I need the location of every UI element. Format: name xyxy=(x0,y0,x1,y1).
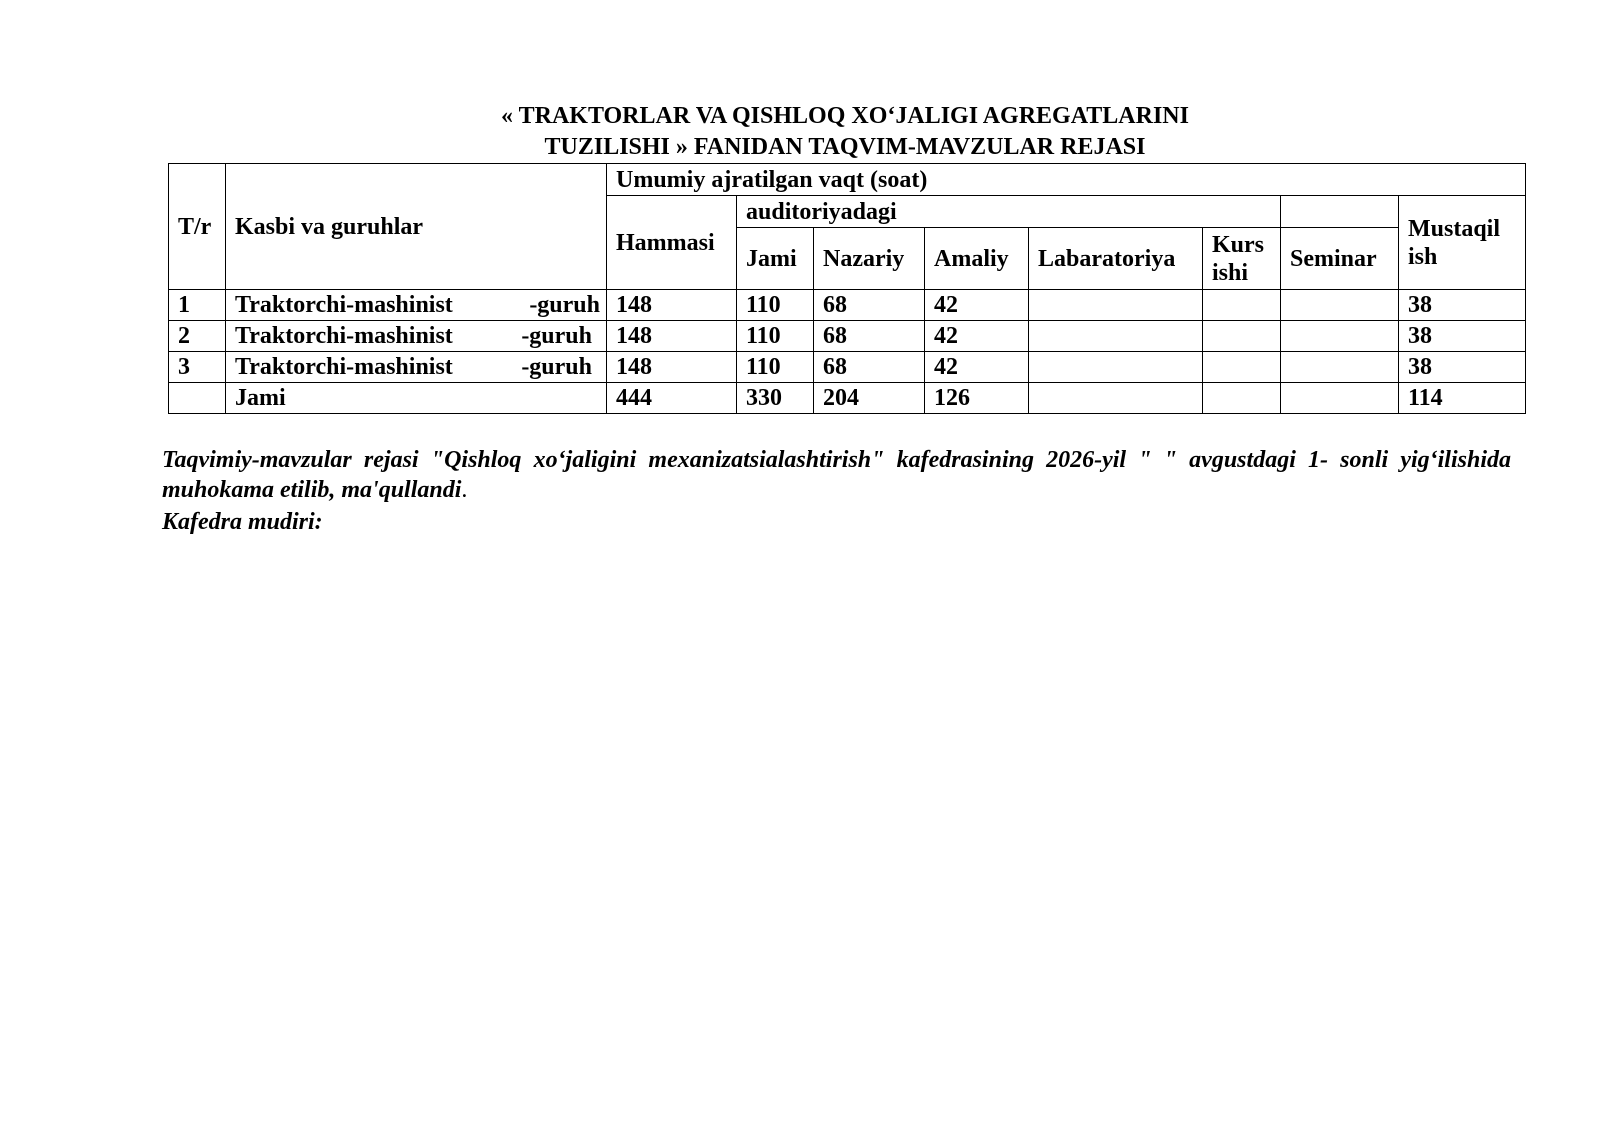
kasbi-name: Traktorchi-mashinist xyxy=(235,354,453,380)
header-kurs-ishi: Kurs ishi xyxy=(1203,228,1281,290)
header-row-1 xyxy=(169,164,1526,196)
total-labaratoriya xyxy=(1029,383,1203,414)
table-row xyxy=(169,352,1526,383)
cell-seminar xyxy=(1281,352,1399,383)
cell-tr: 1 xyxy=(169,290,226,321)
cell-nazariy: 68 xyxy=(814,352,925,383)
cell-tr-empty xyxy=(169,383,226,414)
cell-kasbi xyxy=(226,352,607,383)
header-amaliy: Amaliy xyxy=(925,228,1029,290)
table-row xyxy=(169,290,1526,321)
cell-mustaqil: 38 xyxy=(1399,321,1526,352)
kafedra-mudiri-label: Kafedra mudiri: xyxy=(162,509,323,535)
kasbi-guruh: -guruh xyxy=(521,323,592,349)
cell-nazariy: 68 xyxy=(814,321,925,352)
header-tr: T/r xyxy=(169,164,226,290)
approval-note-end: . xyxy=(461,477,468,503)
kasbi-guruh: -guruh xyxy=(529,292,600,318)
header-labaratoriya: Labaratoriya xyxy=(1029,228,1203,290)
cell-seminar xyxy=(1281,290,1399,321)
total-kurs-ishi xyxy=(1203,383,1281,414)
total-hammasi: 444 xyxy=(607,383,737,414)
cell-amaliy: 42 xyxy=(925,321,1029,352)
cell-tr: 2 xyxy=(169,321,226,352)
total-row xyxy=(169,383,1526,414)
kasbi-name: Traktorchi-mashinist xyxy=(235,323,453,349)
header-seminar: Seminar xyxy=(1281,228,1399,290)
total-amaliy: 126 xyxy=(925,383,1029,414)
header-jami: Jami xyxy=(737,228,814,290)
header-auditoriyadagi: auditoriyadagi xyxy=(737,196,1281,228)
header-empty-cell xyxy=(1281,196,1399,228)
cell-amaliy: 42 xyxy=(925,352,1029,383)
cell-kurs-ishi xyxy=(1203,290,1281,321)
cell-jami: 110 xyxy=(737,321,814,352)
header-kasbi: Kasbi va guruhlar xyxy=(226,164,607,290)
page-title xyxy=(0,101,1600,163)
header-umumiy: Umumiy ajratilgan vaqt (soat) xyxy=(607,164,1526,196)
total-jami: 330 xyxy=(737,383,814,414)
kasbi-name: Traktorchi-mashinist xyxy=(235,292,453,318)
cell-tr: 3 xyxy=(169,352,226,383)
table-row xyxy=(169,321,1526,352)
header-mustaqil: Mustaqil ish xyxy=(1399,196,1526,290)
header-nazariy: Nazariy xyxy=(814,228,925,290)
cell-jami: 110 xyxy=(737,352,814,383)
kasbi-guruh: -guruh xyxy=(521,354,592,380)
cell-hammasi: 148 xyxy=(607,352,737,383)
cell-jami: 110 xyxy=(737,290,814,321)
header-hammasi: Hammasi xyxy=(607,196,737,290)
approval-note-text: Taqvimiy-mavzular rejasi "Qishloq xo‘jaligini mexanizatsialashtirish" kafedrasining 2026-yil " " avgustdagi 1- sonli yig‘ilishida muhokama etilib, ma'qullandi xyxy=(162,447,1511,503)
total-seminar xyxy=(1281,383,1399,414)
cell-kasbi xyxy=(226,321,607,352)
cell-nazariy: 68 xyxy=(814,290,925,321)
cell-labaratoriya xyxy=(1029,290,1203,321)
cell-mustaqil: 38 xyxy=(1399,352,1526,383)
schedule-table xyxy=(168,163,1526,414)
title-line-2: TUZILISHI » FANIDAN TAQVIM-MAVZULAR REJASI xyxy=(544,134,1146,160)
cell-kasbi xyxy=(226,290,607,321)
cell-kurs-ishi xyxy=(1203,321,1281,352)
cell-amaliy: 42 xyxy=(925,290,1029,321)
total-nazariy: 204 xyxy=(814,383,925,414)
total-label: Jami xyxy=(226,383,607,414)
cell-mustaqil: 38 xyxy=(1399,290,1526,321)
cell-seminar xyxy=(1281,321,1399,352)
cell-hammasi: 148 xyxy=(607,321,737,352)
total-mustaqil: 114 xyxy=(1399,383,1526,414)
cell-labaratoriya xyxy=(1029,352,1203,383)
title-line-1: « TRAKTORLAR VA QISHLOQ XO‘JALIGI AGREGATLARINI xyxy=(501,103,1189,129)
approval-note xyxy=(162,445,1511,505)
cell-labaratoriya xyxy=(1029,321,1203,352)
cell-hammasi: 148 xyxy=(607,290,737,321)
cell-kurs-ishi xyxy=(1203,352,1281,383)
